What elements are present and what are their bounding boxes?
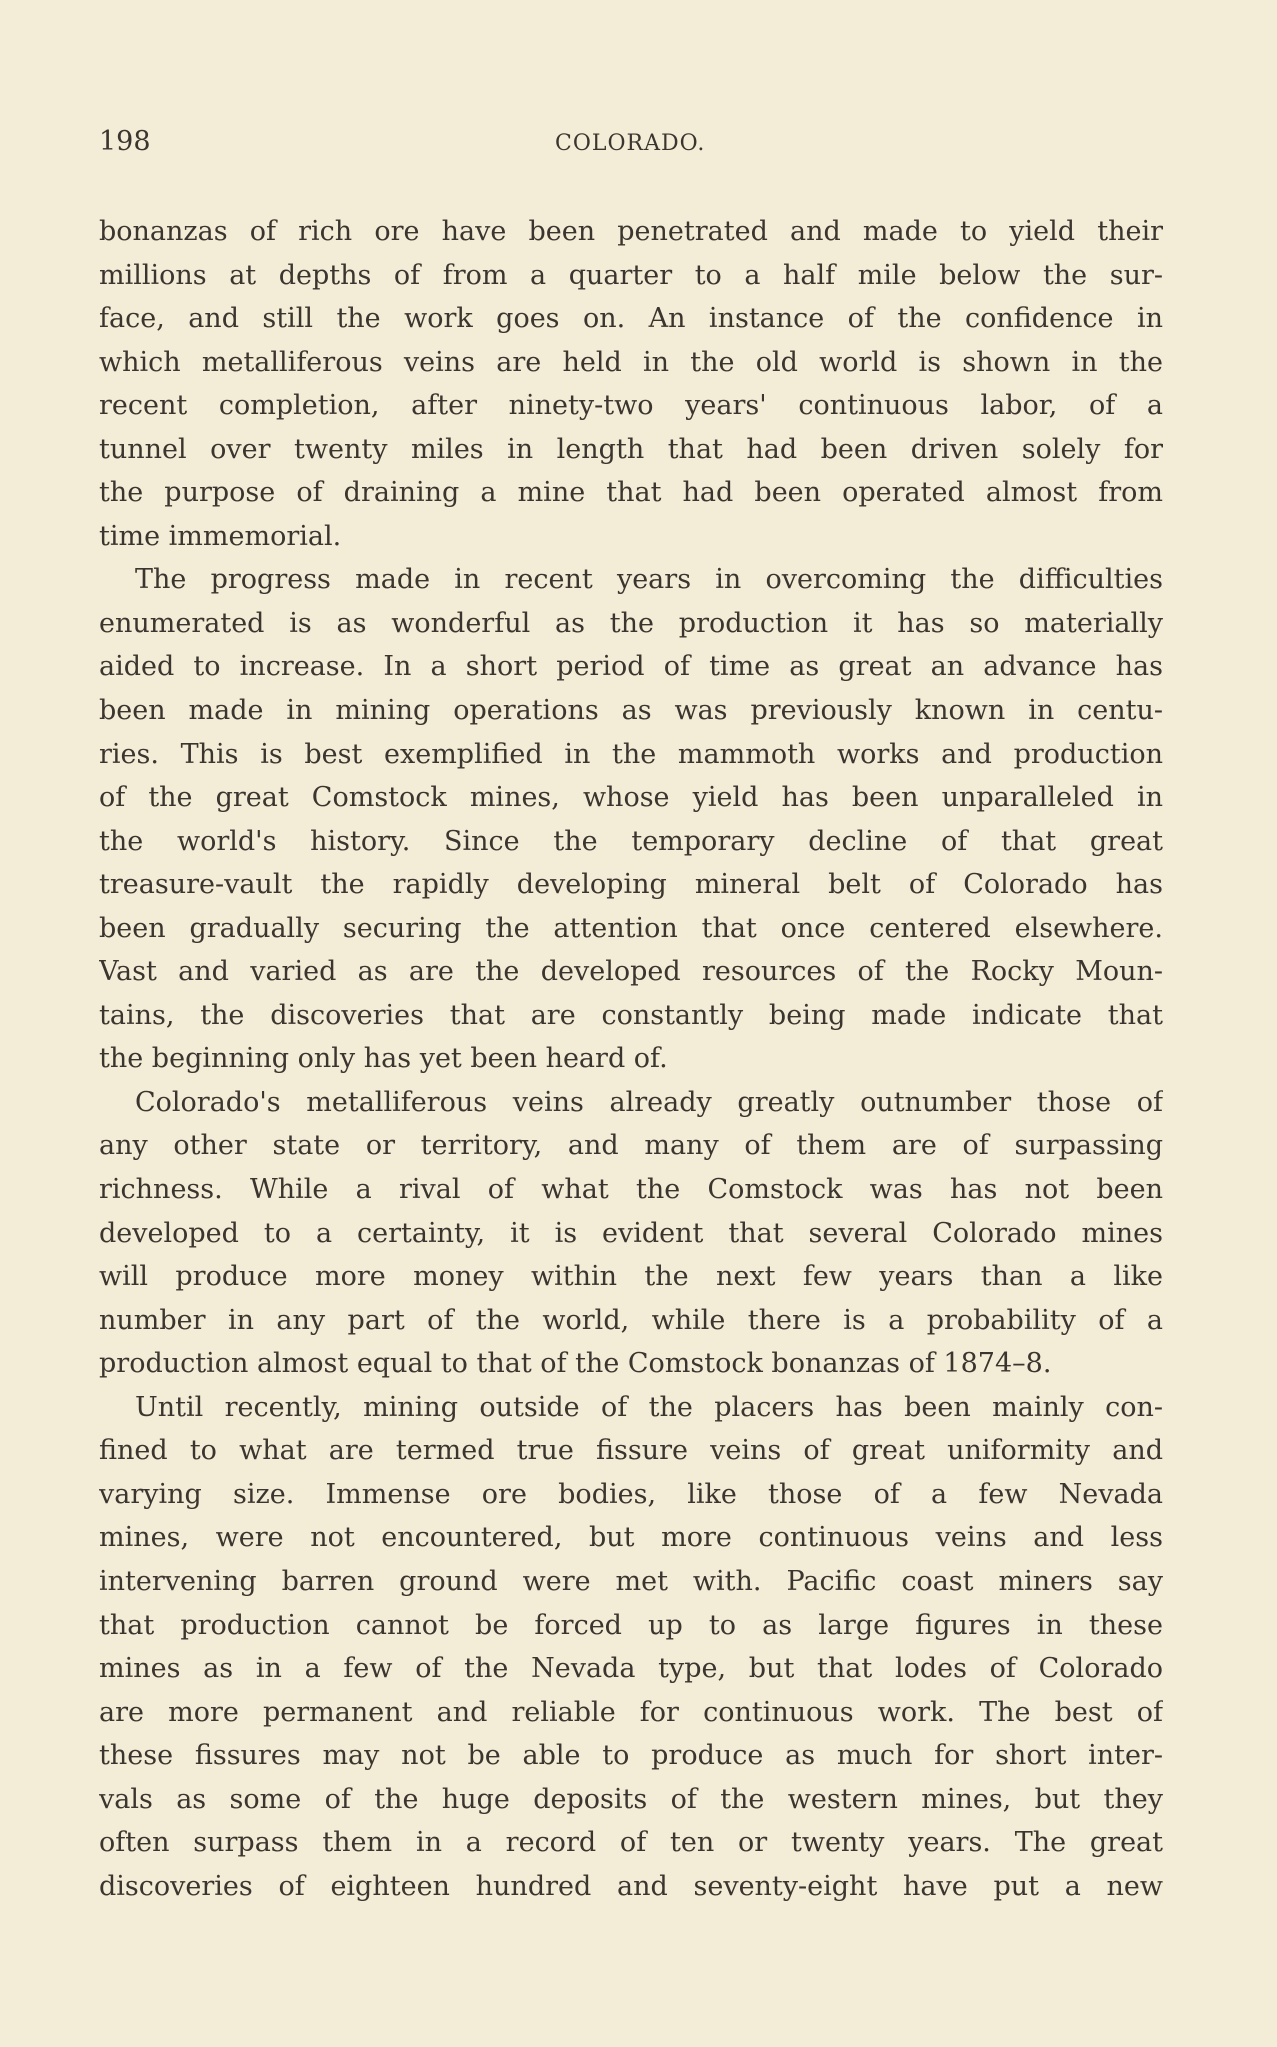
text-line: face, and still the work goes on. An instance of the confidence in <box>99 303 1163 335</box>
text-line: the purpose of draining a mine that had been operated almost from <box>99 477 1163 509</box>
text-line: mines as in a few of the Nevada type, but that lodes of Colorado <box>99 1653 1163 1685</box>
text-line: fined to what are termed true fissure veins of great uniformity and <box>99 1435 1163 1467</box>
text-line: bonanzas of rich ore have been penetrated and made to yield their <box>99 216 1163 247</box>
text-line: number in any part of the world, while there is a probability of a <box>99 1304 1163 1336</box>
text-line: aided to increase. In a short period of time as great an advance has <box>99 651 1163 683</box>
text-line: Until recently, mining outside of the placers has been mainly con- <box>135 1391 1163 1423</box>
text-line: any other state or territory, and many of them are of surpassing <box>99 1130 1163 1162</box>
page-number: 198 <box>99 126 151 157</box>
text-line: the world's history. Since the temporary decline of that great <box>99 825 1163 857</box>
text-line: are more permanent and reliable for continuous work. The best of <box>99 1696 1163 1728</box>
text-line: richness. While a rival of what the Comstock was has not been <box>99 1174 1163 1206</box>
text-line: developed to a certainty, it is evident that several Colorado mines <box>99 1217 1163 1249</box>
text-line: time immemorial. <box>99 520 342 552</box>
text-line: these fissures may not be able to produce as much for short inter- <box>99 1740 1163 1772</box>
text-line: millions at depths of from a quarter to a half mile below the sur- <box>99 259 1163 291</box>
text-line: The progress made in recent years in overcoming the difficulties <box>135 564 1163 596</box>
text-line: treasure-vault the rapidly developing mineral belt of Colorado has <box>99 869 1163 901</box>
running-title: COLORADO. <box>555 131 706 156</box>
text-line: of the great Comstock mines, whose yield has been unparalleled in <box>99 782 1163 814</box>
text-line: ries. This is best exemplified in the mammoth works and production <box>99 738 1163 770</box>
text-line: often surpass them in a record of ten or twenty years. The great <box>99 1827 1163 1859</box>
text-line: been made in mining operations as was previously known in centu- <box>99 695 1163 727</box>
text-line: the beginning only has yet been heard of. <box>99 1043 668 1075</box>
text-line: which metalliferous veins are held in the old world is shown in the <box>99 346 1163 378</box>
text-line: mines, were not encountered, but more continuous veins and less <box>99 1522 1163 1554</box>
text-line: been gradually securing the attention that once centered elsewhere. <box>99 912 1163 944</box>
text-line: production almost equal to that of the Comstock bonanzas of 1874–8. <box>99 1348 1052 1380</box>
text-line: Vast and varied as are the developed resources of the Rocky Moun- <box>99 956 1163 988</box>
text-line: vals as some of the huge deposits of the western mines, but they <box>99 1783 1163 1815</box>
text-line: tains, the discoveries that are constantly being made indicate that <box>99 999 1163 1031</box>
text-line: tunnel over twenty miles in length that had been driven solely for <box>99 433 1163 465</box>
text-line: recent completion, after ninety-two years' continuous labor, of a <box>99 390 1163 422</box>
text-line: varying size. Immense ore bodies, like those of a few Nevada <box>99 1478 1163 1510</box>
text-line: that production cannot be forced up to as large figures in these <box>99 1609 1163 1641</box>
text-line: intervening barren ground were met with. Pacific coast miners say <box>99 1565 1163 1597</box>
text-line: will produce more money within the next few years than a like <box>99 1261 1163 1293</box>
text-line: Colorado's metalliferous veins already greatly outnumber those of <box>135 1086 1163 1118</box>
body-text <box>99 210 1163 1908</box>
text-line: discoveries of eighteen hundred and seventy-eight have put a new <box>99 1870 1163 1902</box>
text-line: enumerated is as wonderful as the production it has so materially <box>99 607 1163 639</box>
